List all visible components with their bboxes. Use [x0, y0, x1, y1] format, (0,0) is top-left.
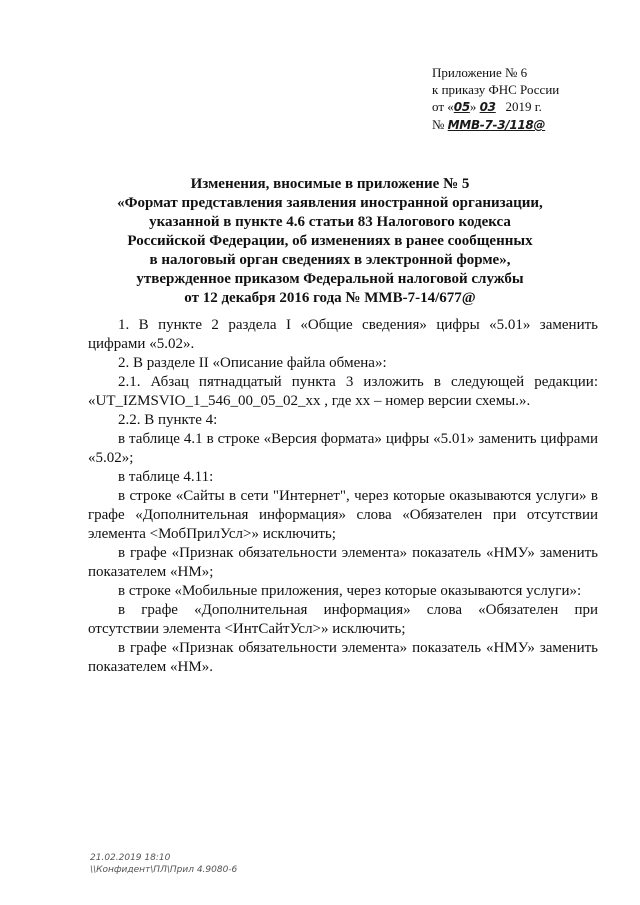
title-line: от 12 декабря 2016 года № ММВ-7-14/677@ — [184, 290, 476, 306]
date-month: 03 — [479, 100, 496, 114]
paragraph: в таблице 4.1 в строке «Версия формата» цифры «5.01» заменить цифрами «5.02»; — [88, 431, 598, 466]
title-line: в налоговый орган сведениях в электронной форме», — [149, 252, 511, 268]
paragraph: 1. В пункте 2 раздела I «Общие сведения» цифры «5.01» заменить цифрами «5.02». — [88, 317, 598, 352]
document-title — [90, 175, 570, 308]
paragraph: в графе «Признак обязательности элемента» показатель «НМУ» заменить показателем «НМ»; — [88, 545, 598, 580]
paragraph: в строке «Мобильные приложения, через которые оказываются услуги»: — [118, 583, 582, 599]
paragraph: 2.1. Абзац пятнадцатый пункта 3 изложить в следующей редакции: «UT_IZMSVIO_1_546_00_05_02_xx , где xx – номер версии схемы.». — [88, 374, 598, 409]
date-day: 05 — [453, 100, 470, 114]
title-line: Изменения, вносимые в приложение № 5 — [190, 176, 470, 192]
title-line: «Формат представления заявления иностранной организации, — [117, 195, 543, 211]
paragraph: в графе «Дополнительная информация» слова «Обязателен при отсутствии элемента <ИнтСайтУсл>» исключить; — [88, 602, 598, 637]
paragraph: 2.2. В пункте 4: — [118, 412, 218, 428]
paragraph: в таблице 4.11: — [118, 469, 214, 485]
appendix-line-1: Приложение № 6 — [432, 65, 528, 80]
date-mid: » — [469, 99, 477, 114]
footer-timestamp: 21.02.2019 18:10 — [90, 853, 171, 863]
paragraph: в строке «Сайты в сети "Интернет", через которые оказываются услуги» в графе «Дополнительная информация» слова «Обязателен при отсутствии элемента <МобПрилУсл>» исключить; — [88, 488, 598, 542]
date-year: 2019 г. — [505, 99, 542, 114]
appendix-stamp — [432, 64, 632, 134]
appendix-date — [432, 98, 632, 116]
appendix-number — [432, 116, 632, 134]
paragraph: 2. В разделе II «Описание файла обмена»: — [118, 355, 387, 371]
appendix-line-2: к приказу ФНС России — [432, 82, 560, 97]
title-line: утвержденное приказом Федеральной налоговой службы — [136, 271, 524, 287]
title-line: указанной в пункте 4.6 статьи 83 Налогового кодекса — [149, 214, 511, 230]
footer-path: \\Конфидент\ПЛ\Прил 4.9080-6 — [90, 865, 238, 875]
number-prefix: № — [432, 117, 445, 132]
document-body — [88, 316, 598, 677]
title-line: Российской Федерации, об изменениях в ранее сообщенных — [127, 233, 533, 249]
footer-note — [90, 852, 237, 876]
paragraph: в графе «Признак обязательности элемента» показатель «НМУ» заменить показателем «НМ». — [88, 640, 598, 675]
order-number: ММВ-7-3/118@ — [447, 118, 546, 132]
date-prefix: от « — [432, 99, 454, 114]
